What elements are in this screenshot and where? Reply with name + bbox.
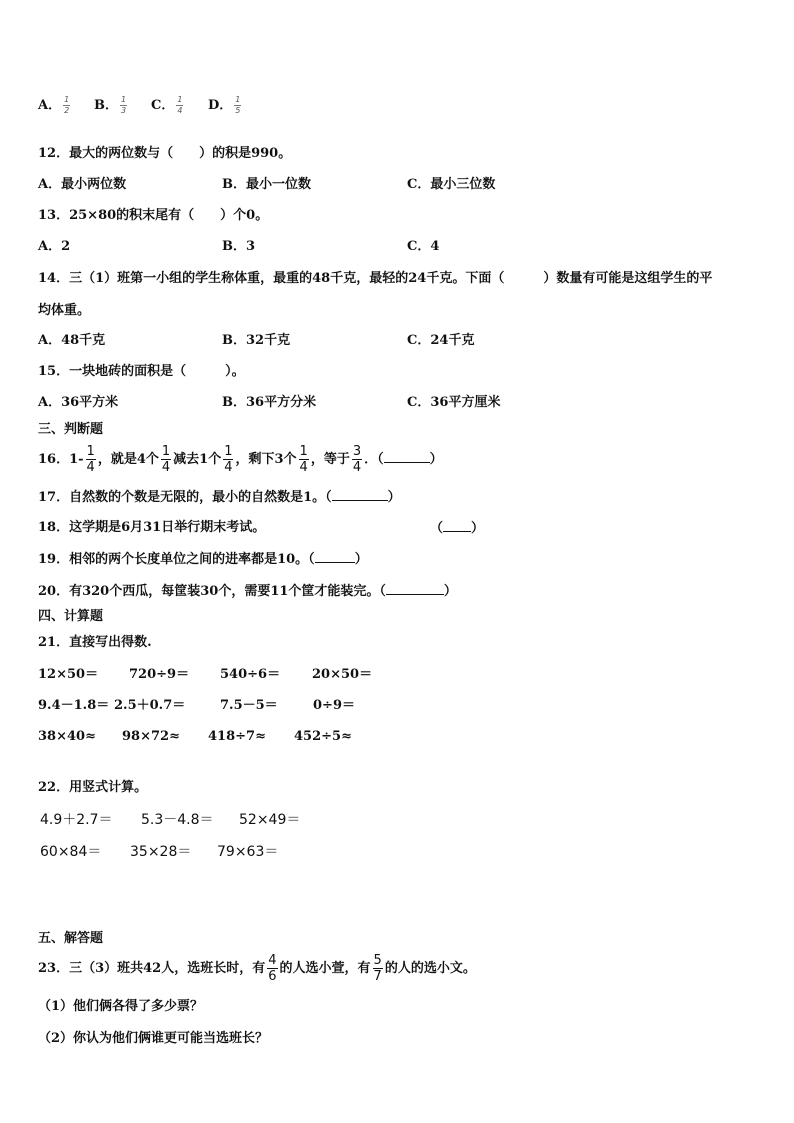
q21-title: 21．直接写出得数.	[38, 635, 152, 650]
q21-item: 452÷5≈	[294, 729, 352, 744]
fraction: $\frac{1}{4}$	[299, 444, 308, 475]
fraction: $\frac{1}{4}$	[86, 444, 95, 475]
q20-stem: 20．有320个西瓜，每筐装30个，需要11个筐才能装完。（ ）	[38, 584, 457, 599]
q22-item: 35×28＝	[130, 844, 192, 860]
q21-item: 2.5＋0.7＝	[114, 698, 186, 713]
q14-stem-line2: 均体重。	[38, 303, 91, 318]
q14-option-b: B．32千克	[222, 333, 291, 348]
q16-stem: 16．1- $\frac{1}{4}$ ，就是4个 $\frac{1}{4}$ 减去1个 $\frac{1}{4}$ ，剩下3个 $\frac{1}{4}$ ，等于 $\frac{3}{4}$ ．（ ）	[38, 444, 443, 475]
q15-option-b: B．36平方分米	[222, 395, 317, 410]
q21-item: 98×72≈	[122, 729, 180, 744]
q23-stem: 23．三（3）班共42人，选班长时，有 $\frac{4}{6}$ 的人选小萱，有 $\frac{5}{7}$ 的人的选小文。	[38, 953, 476, 984]
fraction: $\frac{1}{2}$	[64, 95, 70, 115]
fraction: $\frac{1}{4}$	[224, 444, 233, 475]
q12-option-b: B．最小一位数	[222, 177, 311, 192]
answer-blank[interactable]	[315, 550, 355, 563]
q21-item: 38×40≈	[38, 729, 96, 744]
q14-option-c: C．24千克	[407, 333, 475, 348]
q15-option-c: C．36平方厘米	[407, 395, 501, 410]
q15-option-a: A．36平方米	[38, 395, 119, 410]
q21-item: 20×50＝	[312, 667, 373, 682]
q13-option-c: C．4	[407, 239, 440, 254]
q15-stem: 15．一块地砖的面积是（ ）。	[38, 364, 245, 379]
q21-item: 540÷6＝	[220, 667, 281, 682]
section-heading-calculation: 四、计算题	[38, 609, 104, 624]
answer-blank[interactable]	[443, 519, 471, 532]
q21-item: 12×50＝	[38, 667, 99, 682]
q13-stem: 13．25×80的积末尾有（ ）个0。	[38, 208, 269, 223]
fraction: $\frac{3}{4}$	[352, 444, 362, 475]
q21-item: 0÷9＝	[313, 698, 355, 713]
q18-answer: （ ）	[430, 521, 485, 536]
q22-title: 22．用竖式计算。	[38, 780, 148, 795]
fraction: $\frac{1}{4}$	[161, 444, 171, 475]
q12-stem: 12．最大的两位数与（ ）的积是990。	[38, 146, 292, 161]
q11-option-a: A． $\frac{1}{2}$	[38, 95, 70, 115]
q21-item: 7.5－5＝	[220, 698, 278, 713]
q22-item: 79×63＝	[217, 844, 279, 860]
q18-stem: 18．这学期是6月31日举行期末考试。	[38, 520, 266, 535]
q22-item: 60×84＝	[40, 844, 102, 860]
fraction: $\frac{1}{4}$	[177, 95, 183, 115]
section-heading-judgement: 三、判断题	[38, 422, 104, 437]
q22-item: 4.9＋2.7＝	[40, 812, 113, 828]
answer-blank[interactable]	[386, 582, 444, 595]
q13-option-a: A．2	[38, 239, 71, 254]
fraction: $\frac{5}{7}$	[373, 953, 382, 984]
q21-item: 9.4－1.8＝	[38, 698, 110, 713]
q23-sub1: （1）他们俩各得了多少票？	[38, 999, 204, 1014]
q11-option-c: C． $\frac{1}{4}$	[151, 95, 183, 115]
q11-option-d: D． $\frac{1}{5}$	[208, 95, 241, 115]
q14-stem-line1: 14．三（1）班第一小组的学生称体重，最重的48千克，最轻的24千克。下面（ ）数量有可能是这组学生的平	[38, 271, 713, 286]
q12-option-c: C．最小三位数	[407, 177, 496, 192]
fraction: $\frac{1}{3}$	[121, 95, 127, 115]
fraction: $\frac{4}{6}$	[268, 953, 277, 984]
fraction: $\frac{1}{5}$	[235, 95, 241, 115]
q14-option-a: A．48千克	[38, 333, 106, 348]
q13-option-b: B．3	[222, 239, 256, 254]
section-heading-word-problems: 五、解答题	[38, 931, 104, 946]
q12-option-a: A．最小两位数	[38, 177, 127, 192]
answer-blank[interactable]	[332, 488, 388, 501]
q11-option-b: B． $\frac{1}{3}$	[94, 95, 127, 115]
q22-item: 52×49＝	[239, 812, 301, 828]
answer-blank[interactable]	[384, 450, 430, 463]
q17-stem: 17．自然数的个数是无限的，最小的自然数是1。（ ）	[38, 490, 401, 505]
q23-sub2: （2）你认为他们俩谁更可能当选班长？	[38, 1031, 269, 1046]
q19-stem: 19．相邻的两个长度单位之间的进率都是10。（ ）	[38, 552, 368, 567]
q22-item: 5.3－4.8＝	[141, 812, 214, 828]
q21-item: 720÷9＝	[129, 667, 190, 682]
q21-item: 418÷7≈	[208, 729, 266, 744]
